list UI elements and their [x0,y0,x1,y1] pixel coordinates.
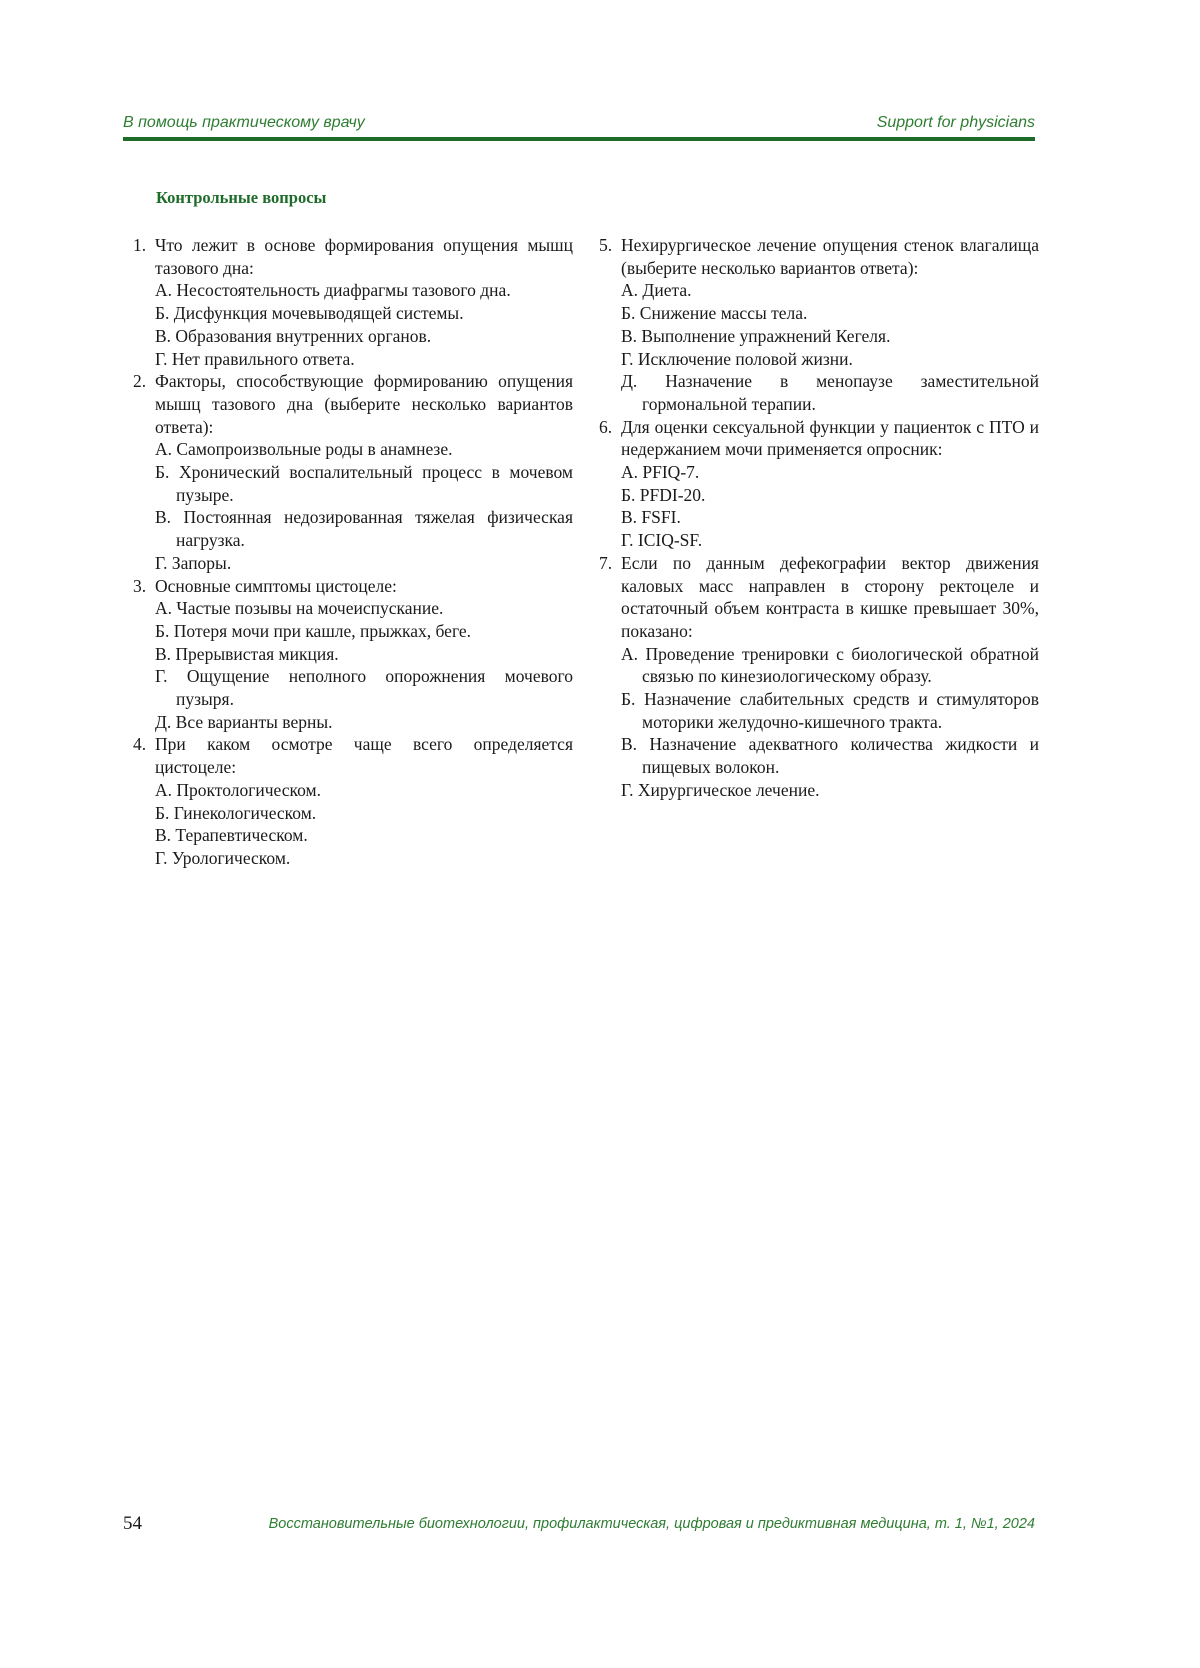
running-head-right: Support for physicians [876,114,1035,131]
answer-option: В. Постоянная недозированная тяжелая физическая нагрузка. [155,507,573,551]
question-4 [133,733,573,869]
question-body: Основные симптомы цистоцеле: [155,575,397,596]
answer-option: Б. Снижение массы тела. [621,303,808,324]
answer-option: В. Терапевтическом. [155,825,308,846]
question-number: 1. [133,235,147,255]
page-number: 54 [123,1513,142,1534]
answer-option: Б. Гинекологическом. [155,802,317,823]
question-text [133,370,573,438]
answer-option: А. Проведение тренировки с биологической обратной связью по кинезиологическому образу. [621,643,1039,687]
answer-options [133,438,573,574]
question-number: 6. [599,416,613,437]
question-body: При каком осмотре чаще всего определяется цистоцеле: [155,734,573,778]
question-text [133,575,573,598]
left-column [133,234,573,870]
question-text [599,416,1039,461]
running-head [123,110,1035,134]
journal-footer: Восстановительные биотехнологии, профилактическая, цифровая и предиктивная медицина, т. 1, №1, 2024 [268,1516,1035,1532]
answer-option: Б. Потеря мочи при кашле, прыжках, беге. [155,620,472,641]
answer-option: Б. PFDI-20. [621,484,706,505]
answer-options [133,279,573,370]
right-column [599,234,1039,802]
answer-option: Б. Дисфункция мочевыводящей системы. [155,303,464,324]
header-rule [123,137,1035,141]
answer-option: В. Назначение адекватного количества жидкости и пищевых волокон. [621,734,1039,778]
answer-option: Г. Урологическом. [155,847,291,868]
question-7 [599,552,1039,802]
answer-option: Г. Хирургическое лечение. [621,779,820,800]
answer-option: А. Диета. [621,280,692,301]
question-number: 4. [133,734,147,755]
question-text [133,733,573,778]
answer-options [599,279,1039,415]
answer-option: А. Проктологическом. [155,779,322,800]
answer-option: В. FSFI. [621,507,681,528]
answer-option: А. Несостоятельность диафрагмы тазового дна. [155,280,511,301]
answer-options [133,597,573,733]
answer-option: В. Прерывистая микция. [155,643,339,664]
answer-option: Г. Нет правильного ответа. [155,348,355,369]
answer-options [599,643,1039,802]
answer-option: Г. ICIQ-SF. [621,530,703,551]
answer-option: Г. Исключение половой жизни. [621,348,853,369]
answer-option: В. Выполнение упражнений Кегеля. [621,325,891,346]
question-3 [133,575,573,734]
question-5 [599,234,1039,416]
question-number: 2. [133,371,147,392]
question-text [599,234,1039,279]
answer-option: Д. Назначение в менопаузе заместительной гормональной терапии. [621,371,1039,414]
answer-option: А. PFIQ-7. [621,462,700,483]
answer-option: Б. Хронический воспалительный процесс в мочевом пузыре. [155,462,573,505]
question-body: Если по данным дефекографии вектор движения каловых масс направлен в сторону ректоцеле и остаточный объем контраста в кишке превышает 30%, показано: [621,552,1039,641]
answer-option: Г. Ощущение неполного опорожнения мочевого пузыря. [155,666,573,710]
question-number: 5. [599,235,613,255]
answer-option: А. Частые позывы на мочеиспускание. [155,598,444,619]
question-body: Факторы, способствующие формированию опущения мышц тазового дна (выберите несколько вариантов ответа): [155,371,573,437]
question-1 [133,234,573,370]
answer-option: Д. Все варианты верны. [155,711,333,732]
answer-option: В. Образования внутренних органов. [155,325,432,346]
question-text [599,552,1039,643]
question-number: 3. [133,575,147,596]
question-body: Что лежит в основе формирования опущения мышц тазового дна: [155,235,573,278]
section-title: Контрольные вопросы [156,188,327,207]
question-2 [133,370,573,574]
answer-option: Б. Назначение слабительных средств и стимуляторов моторики желудочно-кишечного тракта. [621,689,1039,732]
answer-options [133,779,573,870]
question-body: Нехирургическое лечение опущения стенок влагалища (выберите несколько вариантов ответа): [621,235,1039,278]
question-6 [599,416,1039,552]
answer-options [599,461,1039,552]
question-number: 7. [599,552,613,573]
answer-option: А. Самопроизвольные роды в анамнезе. [155,439,453,460]
running-head-left: В помощь практическому врачу [123,114,365,131]
question-text [133,234,573,279]
question-body: Для оценки сексуальной функции у пациенток с ПТО и недержанием мочи применяется опросник: [621,416,1039,460]
answer-option: Г. Запоры. [155,552,232,573]
